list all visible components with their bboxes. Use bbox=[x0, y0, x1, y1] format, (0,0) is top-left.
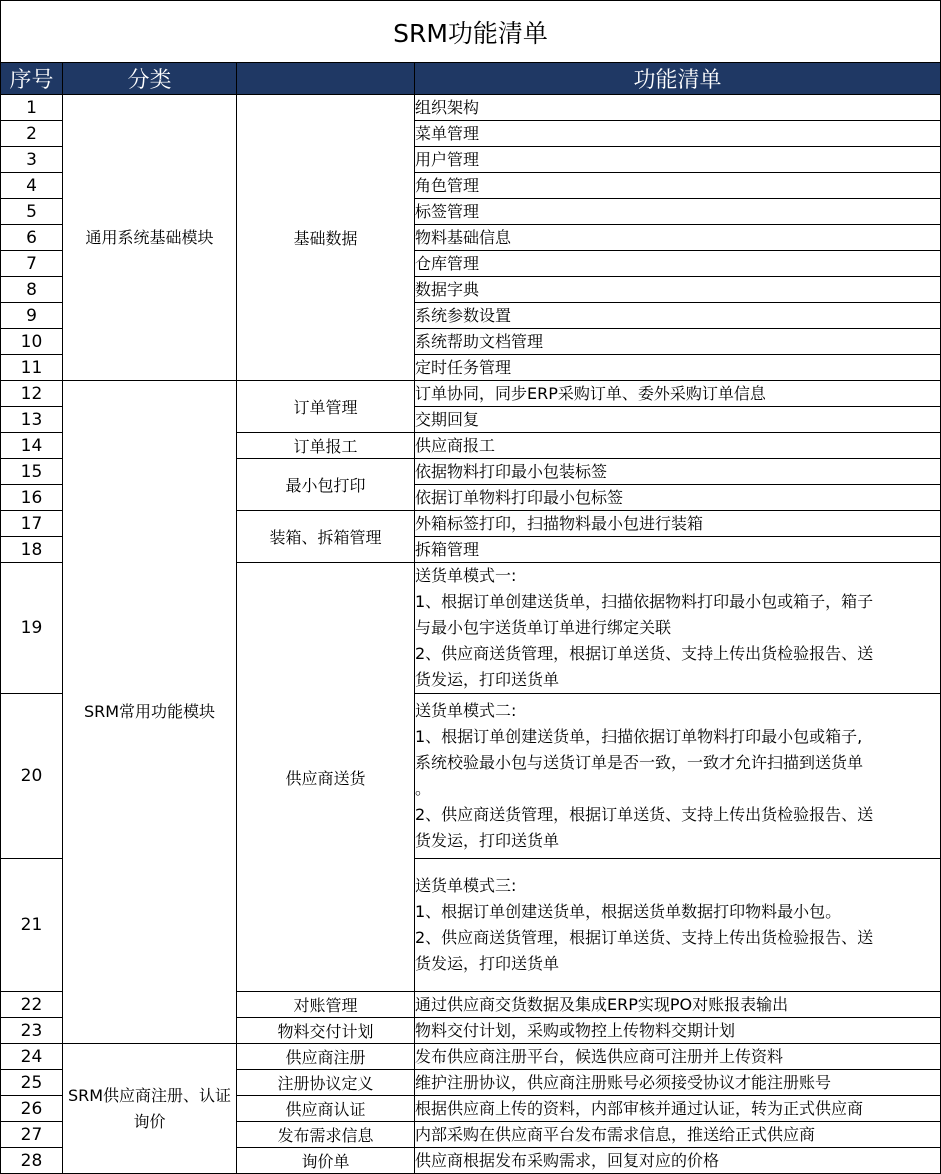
subcategory-cell: 发布需求信息 bbox=[237, 1122, 415, 1148]
row-number: 9 bbox=[1, 303, 63, 329]
row-number: 22 bbox=[1, 992, 63, 1018]
row-number: 24 bbox=[1, 1044, 63, 1070]
subcategory-cell: 对账管理 bbox=[237, 992, 415, 1018]
row-number: 5 bbox=[1, 199, 63, 225]
header-functions: 功能清单 bbox=[415, 63, 941, 95]
function-cell: 标签管理 bbox=[415, 199, 941, 225]
function-line: 送货单模式一: bbox=[415, 566, 517, 585]
function-line: 与最小包宇送货单订单进行绑定关联 bbox=[415, 618, 672, 637]
function-cell: 仓库管理 bbox=[415, 251, 941, 277]
row-number: 13 bbox=[1, 407, 63, 433]
subcategory-cell: 物料交付计划 bbox=[237, 1018, 415, 1044]
function-cell: 拆箱管理 bbox=[415, 537, 941, 563]
category-cell: SRM常用功能模块 bbox=[63, 381, 237, 1044]
function-cell: 供应商报工 bbox=[415, 433, 941, 459]
subcategory-cell: 订单管理 bbox=[237, 381, 415, 433]
function-cell: 内部采购在供应商平台发布需求信息，推送给正式供应商 bbox=[415, 1122, 941, 1148]
row-number: 21 bbox=[1, 859, 63, 992]
function-cell: 外箱标签打印，扫描物料最小包进行装箱 bbox=[415, 511, 941, 537]
function-cell bbox=[415, 563, 941, 694]
function-cell: 交期回复 bbox=[415, 407, 941, 433]
row-number: 10 bbox=[1, 329, 63, 355]
category-cell: SRM供应商注册、认证询价 bbox=[63, 1044, 237, 1174]
subcategory-cell: 最小包打印 bbox=[237, 459, 415, 511]
row-number: 28 bbox=[1, 1148, 63, 1174]
function-cell: 系统帮助文档管理 bbox=[415, 329, 941, 355]
row-number: 6 bbox=[1, 225, 63, 251]
header-no: 序号 bbox=[1, 63, 63, 95]
row-number: 16 bbox=[1, 485, 63, 511]
function-line: 货发运，打印送货单 bbox=[415, 831, 560, 850]
function-line: 货发运，打印送货单 bbox=[415, 670, 560, 689]
function-line: 。 bbox=[415, 779, 432, 798]
function-line: 2、供应商送货管理，根据订单送货、支持上传出货检验报告、送 bbox=[415, 805, 874, 824]
function-line: 送货单模式二: bbox=[415, 701, 517, 720]
subcategory-cell: 注册协议定义 bbox=[237, 1070, 415, 1096]
table-row bbox=[1, 1044, 941, 1070]
header-row bbox=[1, 63, 941, 95]
function-line: 2、供应商送货管理，根据订单送货、支持上传出货检验报告、送 bbox=[415, 644, 874, 663]
row-number: 1 bbox=[1, 95, 63, 121]
function-cell: 数据字典 bbox=[415, 277, 941, 303]
function-cell: 发布供应商注册平台，候选供应商可注册并上传资料 bbox=[415, 1044, 941, 1070]
function-cell: 组织架构 bbox=[415, 95, 941, 121]
function-line: 1、根据订单创建送货单，根据送货单数据打印物料最小包。 bbox=[415, 902, 842, 921]
row-number: 25 bbox=[1, 1070, 63, 1096]
function-line: 系统校验最小包与送货订单是否一致，一致才允许扫描到送货单 bbox=[415, 753, 864, 772]
table-row bbox=[1, 95, 941, 121]
header-subcategory bbox=[237, 63, 415, 95]
row-number: 2 bbox=[1, 121, 63, 147]
function-cell: 依据物料打印最小包装标签 bbox=[415, 459, 941, 485]
category-cell: 通用系统基础模块 bbox=[63, 95, 237, 381]
row-number: 19 bbox=[1, 563, 63, 694]
row-number: 26 bbox=[1, 1096, 63, 1122]
function-line: 2、供应商送货管理，根据订单送货、支持上传出货检验报告、送 bbox=[415, 928, 874, 947]
row-number: 8 bbox=[1, 277, 63, 303]
row-number: 18 bbox=[1, 537, 63, 563]
row-number: 15 bbox=[1, 459, 63, 485]
row-number: 7 bbox=[1, 251, 63, 277]
function-cell: 根据供应商上传的资料，内部审核并通过认证，转为正式供应商 bbox=[415, 1096, 941, 1122]
function-line: 货发运，打印送货单 bbox=[415, 954, 560, 973]
function-line: 1、根据订单创建送货单，扫描依据物料打印最小包或箱子，箱子 bbox=[415, 592, 874, 611]
row-number: 3 bbox=[1, 147, 63, 173]
row-number: 11 bbox=[1, 355, 63, 381]
function-line: 送货单模式三: bbox=[415, 876, 517, 895]
subcategory-cell: 订单报工 bbox=[237, 433, 415, 459]
subcategory-cell: 供应商注册 bbox=[237, 1044, 415, 1070]
subcategory-cell: 询价单 bbox=[237, 1148, 415, 1174]
row-number: 4 bbox=[1, 173, 63, 199]
function-cell: 物料基础信息 bbox=[415, 225, 941, 251]
row-number: 17 bbox=[1, 511, 63, 537]
header-category: 分类 bbox=[63, 63, 237, 95]
function-cell bbox=[415, 694, 941, 859]
function-cell bbox=[415, 859, 941, 992]
subcategory-cell: 装箱、拆箱管理 bbox=[237, 511, 415, 563]
function-cell: 维护注册协议，供应商注册账号必须接受协议才能注册账号 bbox=[415, 1070, 941, 1096]
function-cell: 角色管理 bbox=[415, 173, 941, 199]
function-cell: 通过供应商交货数据及集成ERP实现PO对账报表输出 bbox=[415, 992, 941, 1018]
row-number: 20 bbox=[1, 694, 63, 859]
function-line: 1、根据订单创建送货单，扫描依据订单物料打印最小包或箱子, bbox=[415, 727, 863, 746]
row-number: 14 bbox=[1, 433, 63, 459]
function-cell: 订单协同，同步ERP采购订单、委外采购订单信息 bbox=[415, 381, 941, 407]
subcategory-cell: 供应商认证 bbox=[237, 1096, 415, 1122]
row-number: 23 bbox=[1, 1018, 63, 1044]
function-cell: 定时任务管理 bbox=[415, 355, 941, 381]
row-number: 27 bbox=[1, 1122, 63, 1148]
function-cell: 系统参数设置 bbox=[415, 303, 941, 329]
function-cell: 供应商根据发布采购需求，回复对应的价格 bbox=[415, 1148, 941, 1174]
function-cell: 物料交付计划，采购或物控上传物料交期计划 bbox=[415, 1018, 941, 1044]
table-row bbox=[1, 381, 941, 407]
subcategory-cell: 供应商送货 bbox=[237, 563, 415, 992]
function-cell: 菜单管理 bbox=[415, 121, 941, 147]
function-cell: 用户管理 bbox=[415, 147, 941, 173]
subcategory-cell: 基础数据 bbox=[237, 95, 415, 381]
function-cell: 依据订单物料打印最小包标签 bbox=[415, 485, 941, 511]
table-title: SRM功能清单 bbox=[1, 1, 941, 63]
row-number: 12 bbox=[1, 381, 63, 407]
